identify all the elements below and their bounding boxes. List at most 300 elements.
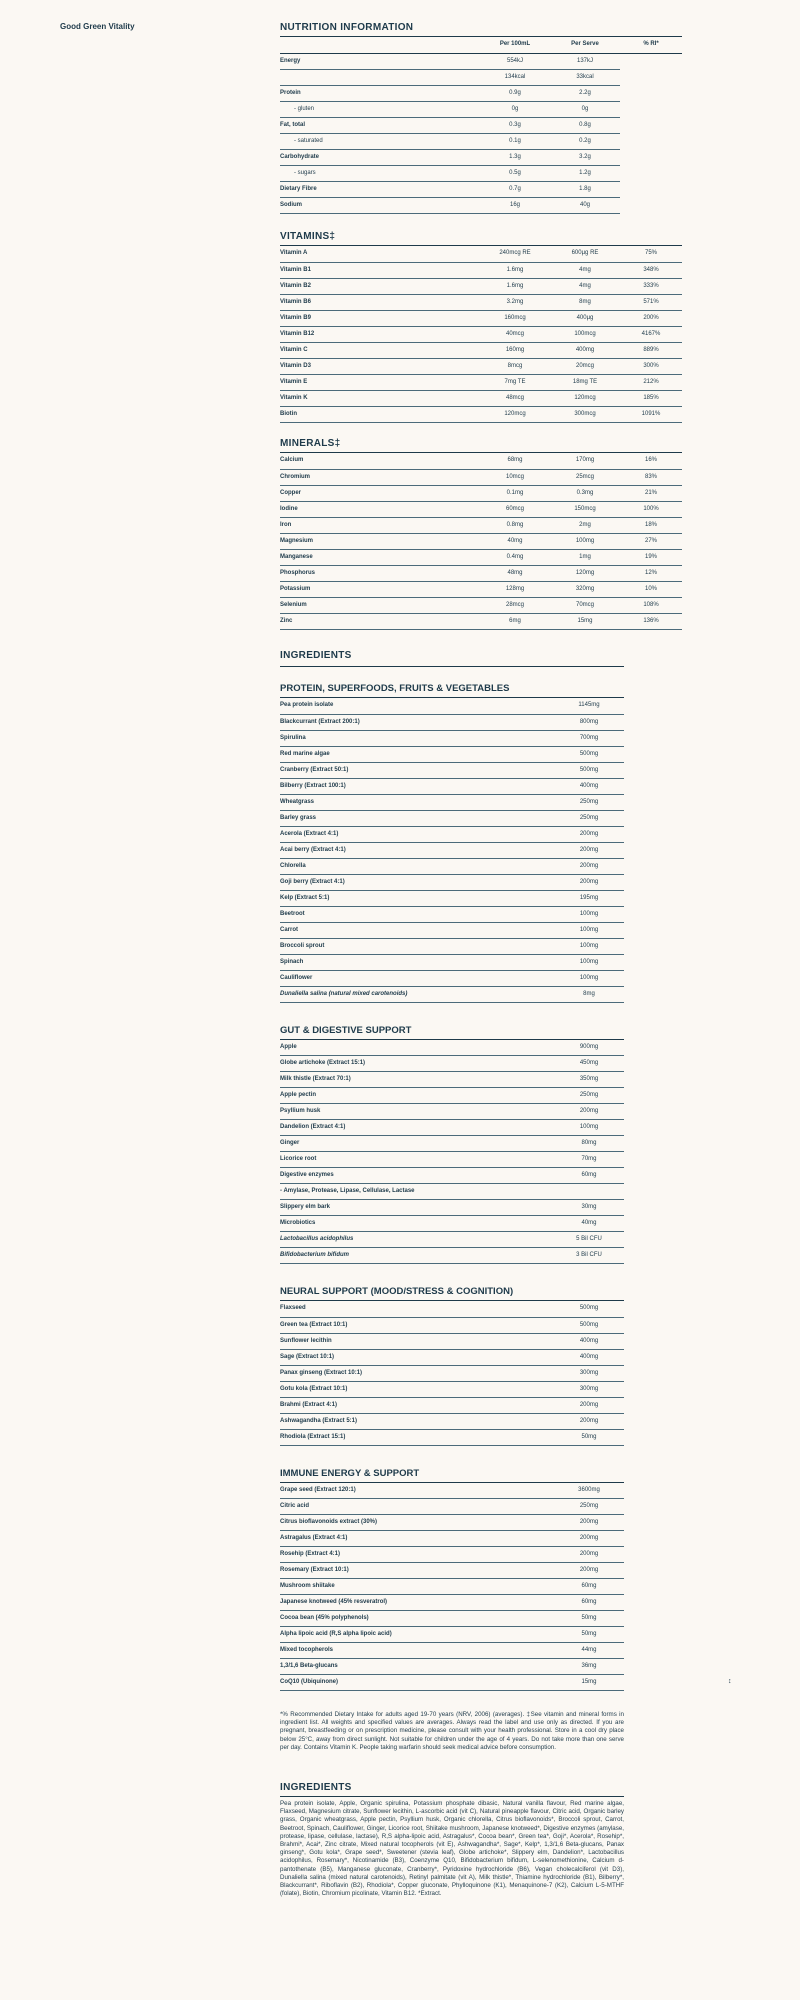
ingredient-amount: 500mg bbox=[554, 746, 624, 762]
ingredient-amount: 500mg bbox=[554, 1301, 624, 1317]
value-per-100ml: 1.3g bbox=[480, 149, 550, 165]
value-ri: 16% bbox=[620, 453, 682, 469]
value-per-100ml: 8mcg bbox=[480, 358, 550, 374]
ingredient-amount: 200mg bbox=[554, 1515, 624, 1531]
table-row bbox=[280, 101, 682, 117]
ingredient-name: Ashwagandha (Extract 5:1) bbox=[280, 1413, 554, 1429]
ingredient-amount: 300mg bbox=[554, 1365, 624, 1381]
value-per-serve: 0.8g bbox=[550, 117, 620, 133]
ingredient-name: Apple bbox=[280, 1040, 554, 1056]
list-item bbox=[280, 1397, 624, 1413]
value-per-serve: 0.2g bbox=[550, 133, 620, 149]
table-row bbox=[280, 485, 682, 501]
value-per-100ml: 0.5g bbox=[480, 165, 550, 181]
row-label: Vitamin B9 bbox=[280, 310, 480, 326]
value-per-serve: 15mg bbox=[550, 613, 620, 629]
list-item bbox=[280, 1499, 624, 1515]
row-label: Carbohydrate bbox=[280, 149, 480, 165]
list-item bbox=[280, 1643, 624, 1659]
ingredient-amount: 30mg bbox=[554, 1200, 624, 1216]
value-per-100ml: 7mg TE bbox=[480, 374, 550, 390]
value-per-100ml: 0.9g bbox=[480, 85, 550, 101]
value-ri: 27% bbox=[620, 533, 682, 549]
table-row bbox=[280, 117, 682, 133]
row-label: Phosphorus bbox=[280, 565, 480, 581]
ingredient-amount: 200mg bbox=[554, 874, 624, 890]
ingredient-amount: 250mg bbox=[554, 794, 624, 810]
ingredients-title: INGREDIENTS bbox=[280, 650, 352, 661]
value-per-serve: 0g bbox=[550, 101, 620, 117]
table-row bbox=[280, 310, 682, 326]
value-per-100ml: 0.1g bbox=[480, 133, 550, 149]
value-ri: 21% bbox=[620, 485, 682, 501]
value-per-100ml: 28mcg bbox=[480, 597, 550, 613]
list-item bbox=[280, 1136, 624, 1152]
ingredient-amount: 80mg bbox=[554, 1136, 624, 1152]
row-label: Vitamin A bbox=[280, 246, 480, 262]
value-ri: 100% bbox=[620, 501, 682, 517]
list-item bbox=[280, 1483, 624, 1499]
list-item bbox=[280, 1317, 624, 1333]
row-label: Iron bbox=[280, 517, 480, 533]
vitamins-title: VITAMINS‡ bbox=[280, 231, 336, 242]
vitamins-section bbox=[280, 231, 682, 423]
table-row bbox=[280, 246, 682, 262]
row-label: Vitamin B12 bbox=[280, 326, 480, 342]
ingredient-name: Citric acid bbox=[280, 1499, 554, 1515]
value-per-serve: 20mcg bbox=[550, 358, 620, 374]
value-per-serve: 70mcg bbox=[550, 597, 620, 613]
list-item bbox=[280, 1040, 624, 1056]
value-per-serve: 320mg bbox=[550, 581, 620, 597]
group-title: NEURAL SUPPORT (MOOD/STRESS & COGNITION) bbox=[280, 1286, 514, 1297]
ingredient-name: Spinach bbox=[280, 954, 554, 970]
list-item bbox=[280, 1333, 624, 1349]
value-per-100ml: 160mg bbox=[480, 342, 550, 358]
value-ri bbox=[620, 69, 682, 85]
value-ri: 12% bbox=[620, 565, 682, 581]
ingredient-amount: 250mg bbox=[554, 1499, 624, 1515]
ingredient-name: Cranberry (Extract 50:1) bbox=[280, 762, 554, 778]
list-item bbox=[280, 1056, 624, 1072]
value-per-serve: 4mg bbox=[550, 278, 620, 294]
ingredient-name: Acerola (Extract 4:1) bbox=[280, 826, 554, 842]
table-row bbox=[280, 294, 682, 310]
ingredient-amount: 400mg bbox=[554, 1349, 624, 1365]
ingredient-name: Mixed tocopherols bbox=[280, 1643, 554, 1659]
list-item bbox=[280, 1301, 624, 1317]
list-item bbox=[280, 922, 624, 938]
ingredient-amount: 700mg bbox=[554, 730, 624, 746]
list-item bbox=[280, 794, 624, 810]
list-item bbox=[280, 1120, 624, 1136]
value-per-100ml: 0.3g bbox=[480, 117, 550, 133]
value-per-serve: 8mg bbox=[550, 294, 620, 310]
ingredient-amount: 400mg bbox=[554, 778, 624, 794]
table-row bbox=[280, 69, 682, 85]
row-label: Vitamin C bbox=[280, 342, 480, 358]
ingredient-name: Psyllium husk bbox=[280, 1104, 554, 1120]
ingredient-name: Cauliflower bbox=[280, 970, 554, 986]
table-row bbox=[280, 533, 682, 549]
ingredient-amount: 200mg bbox=[554, 1531, 624, 1547]
value-ri: 212% bbox=[620, 374, 682, 390]
list-item bbox=[280, 970, 624, 986]
row-label: Copper bbox=[280, 485, 480, 501]
row-label: Zinc bbox=[280, 613, 480, 629]
ingredient-amount: 200mg bbox=[554, 1104, 624, 1120]
minerals-table bbox=[280, 453, 682, 630]
value-per-serve: 4mg bbox=[550, 262, 620, 278]
list-item bbox=[280, 1675, 624, 1691]
ingredient-name: Ginger bbox=[280, 1136, 554, 1152]
value-per-serve: 18mg TE bbox=[550, 374, 620, 390]
list-item bbox=[280, 1611, 624, 1627]
ingredient-amount: 15mg bbox=[554, 1675, 624, 1691]
ingredient-name: CoQ10 (Ubiquinone) bbox=[280, 1675, 554, 1691]
ingredient-amount: 1145mg bbox=[554, 698, 624, 714]
value-ri bbox=[620, 117, 682, 133]
ingredient-amount: 70mg bbox=[554, 1152, 624, 1168]
list-item bbox=[280, 1349, 624, 1365]
value-ri bbox=[620, 165, 682, 181]
ingredient-amount: 200mg bbox=[554, 826, 624, 842]
value-per-serve: 40g bbox=[550, 197, 620, 213]
list-item bbox=[280, 1413, 624, 1429]
value-per-serve: 120mcg bbox=[550, 390, 620, 406]
ingredient-amount: 300mg bbox=[554, 1381, 624, 1397]
list-item bbox=[280, 1563, 624, 1579]
table-row bbox=[280, 613, 682, 629]
value-per-100ml: 120mcg bbox=[480, 406, 550, 422]
ingredient-name: Dunaliella salina (natural mixed carotenoids) bbox=[280, 986, 554, 1002]
ingredient-amount: 5 Bil CFU bbox=[554, 1232, 624, 1248]
ingredient-name: Red marine algae bbox=[280, 746, 554, 762]
value-ri bbox=[620, 53, 682, 69]
list-item bbox=[280, 810, 624, 826]
ingredient-group-neural bbox=[280, 1286, 624, 1446]
ingredient-amount: 8mg bbox=[554, 986, 624, 1002]
value-per-100ml: 0.8mg bbox=[480, 517, 550, 533]
value-per-100ml: 10mcg bbox=[480, 469, 550, 485]
ingredient-name: Astragalus (Extract 4:1) bbox=[280, 1531, 554, 1547]
value-ri: 10% bbox=[620, 581, 682, 597]
value-ri: 108% bbox=[620, 597, 682, 613]
table-row bbox=[280, 549, 682, 565]
ingredient-name: Spirulina bbox=[280, 730, 554, 746]
value-per-serve: 120mg bbox=[550, 565, 620, 581]
ingredient-amount: 800mg bbox=[554, 714, 624, 730]
ingredient-amount: 44mg bbox=[554, 1643, 624, 1659]
value-ri: 300% bbox=[620, 358, 682, 374]
table-row bbox=[280, 326, 682, 342]
ingredient-amount: 250mg bbox=[554, 810, 624, 826]
value-per-100ml: 240mcg RE bbox=[480, 246, 550, 262]
ingredient-name: Green tea (Extract 10:1) bbox=[280, 1317, 554, 1333]
ingredient-amount: 60mg bbox=[554, 1595, 624, 1611]
table-row bbox=[280, 358, 682, 374]
list-item bbox=[280, 1168, 624, 1184]
value-per-100ml: 128mg bbox=[480, 581, 550, 597]
table-row bbox=[280, 133, 682, 149]
ingredient-name: 1,3/1,6 Beta-glucans bbox=[280, 1659, 554, 1675]
value-per-100ml: 48mg bbox=[480, 565, 550, 581]
list-item bbox=[280, 746, 624, 762]
ingredient-amount: 200mg bbox=[554, 1547, 624, 1563]
ingredient-name: Globe artichoke (Extract 15:1) bbox=[280, 1056, 554, 1072]
list-item bbox=[280, 1184, 624, 1200]
footnote: *% Recommended Dietary Intake for adults aged 19-70 years (NRV, 2006) (averages). ‡See vitamin and mineral forms in ingredient list. All weights and specified values are averages. Always read the label and use only as directed. If you are pregnant, breastfeeding or on prescription medicine, please consult with your health professional. Store in a cool dry place below 25°C, away from direct sunlight. Not suitable for children under the age of 4 years. Do not take more than one serve per day. Contains Vitamin K. People taking warfarin should seek medical advice before consumption. bbox=[280, 1711, 624, 1751]
nutrition-title: NUTRITION INFORMATION bbox=[280, 22, 414, 33]
ingredient-amount: 40mg bbox=[554, 1216, 624, 1232]
value-per-100ml: 1.6mg bbox=[480, 262, 550, 278]
value-per-100ml: 68mg bbox=[480, 453, 550, 469]
ingredient-name: Grape seed (Extract 120:1) bbox=[280, 1483, 554, 1499]
ingredient-name: Digestive enzymes bbox=[280, 1168, 554, 1184]
ingredient-amount: 500mg bbox=[554, 1317, 624, 1333]
group-title: PROTEIN, SUPERFOODS, FRUITS & VEGETABLES bbox=[280, 683, 510, 694]
list-item bbox=[280, 1579, 624, 1595]
table-row bbox=[280, 53, 682, 69]
ingredients-list-text: Pea protein isolate, Apple, Organic spirulina, Potassium phosphate dibasic, Natural vanilla flavour, Red marine algae, Flaxseed, Magnesium citrate, Sunflower lecithin, L-ascorbic acid (vit C), Natural pineapple flavour, Citric acid, Organic barley grass, Organic wheatgrass, Apple pectin, Psyllium husk, Organic chlorella, Citrus bioflavonoids*, Broccoli sprout, Carrot, Beetroot, Spinach, Cauliflower, Ginger, Licorice root, Shiitake mushroom, Japanese knotweed*, Digestive enzymes (amylase, protease, lipase, cellulase, lactase), R,S alpha-lipoic acid, Astragalus*, Cocoa bean*, Green tea*, Goji*, Acerola*, Rosehip*, Brahmi*, Acai*, Zinc citrate, Mixed natural tocopherols (vit E), Ashwagandha*, Sage*, Kelp*, 1,3/1,6 Beta-glucans, Panax ginseng*, Gotu kola*, Grape seed*, Sweetener (stevia leaf), Globe artichoke*, Slippery elm, Dandelion*, Lactobacillus acidophilus, Rosemary*, Nicotinamide (B3), Coenzyme Q10, Bifidobacterium bifidum, L-selenomethionine, Calcium d-pantothenate (B5), Manganese gluconate, Cranberry*, Pyridoxine hydrochloride (B6), Vegan cholecalciferol (vit D3), Dunaliella salina (mixed natural carotenoids), Retinyl palmitate (vit A), Milk thistle*, Thiamine hydrochloride (B1), Bilberry*, Blackcurrant*, Riboflavin (B2), Rhodiola*, Copper gluconate, Phylloquinone (K1), Menaquinone-7 (K2), Calcium L-5-MTHF (folate), Biotin, Chromium picolinate, Vitamin B12. *Extract. bbox=[280, 1800, 624, 1898]
ingredient-name: Alpha lipoic acid (R,S alpha lipoic acid) bbox=[280, 1627, 554, 1643]
ingredient-amount: 60mg bbox=[554, 1168, 624, 1184]
ingredients-list-title: INGREDIENTS bbox=[280, 1782, 352, 1794]
ingredient-name: Dandelion (Extract 4:1) bbox=[280, 1120, 554, 1136]
ingredient-name: Carrot bbox=[280, 922, 554, 938]
list-item bbox=[280, 1627, 624, 1643]
row-label: Energy bbox=[280, 53, 480, 69]
list-item bbox=[280, 1429, 624, 1445]
value-ri bbox=[620, 197, 682, 213]
value-per-serve: 400µg bbox=[550, 310, 620, 326]
value-ri bbox=[620, 133, 682, 149]
list-item bbox=[280, 1200, 624, 1216]
ingredient-name: Bifidobacterium bifidum bbox=[280, 1248, 554, 1264]
list-item bbox=[280, 730, 624, 746]
ingredient-amount: 3 Bil CFU bbox=[554, 1248, 624, 1264]
table-row bbox=[280, 469, 682, 485]
value-per-serve: 33kcal bbox=[550, 69, 620, 85]
row-label: Vitamin E bbox=[280, 374, 480, 390]
value-ri bbox=[620, 85, 682, 101]
row-label: - sugars bbox=[280, 165, 480, 181]
value-per-100ml: 6mg bbox=[480, 613, 550, 629]
ingredient-name: Citrus bioflavonoids extract (30%) bbox=[280, 1515, 554, 1531]
value-ri bbox=[620, 149, 682, 165]
ingredient-amount: 195mg bbox=[554, 890, 624, 906]
ingredient-amount: 200mg bbox=[554, 1563, 624, 1579]
list-item bbox=[280, 1659, 624, 1675]
ingredient-name: Beetroot bbox=[280, 906, 554, 922]
row-label: Iodine bbox=[280, 501, 480, 517]
ingredient-amount: 200mg bbox=[554, 858, 624, 874]
row-label: Magnesium bbox=[280, 533, 480, 549]
table-row bbox=[280, 149, 682, 165]
value-per-serve: 100mcg bbox=[550, 326, 620, 342]
column-header: Per Serve bbox=[550, 37, 620, 53]
value-per-100ml: 0g bbox=[480, 101, 550, 117]
value-per-serve: 170mg bbox=[550, 453, 620, 469]
ingredient-name: Panax ginseng (Extract 10:1) bbox=[280, 1365, 554, 1381]
list-item bbox=[280, 762, 624, 778]
scroll-indicator-icon[interactable]: ↕ bbox=[728, 1678, 732, 1685]
ingredient-name: Rosemary (Extract 10:1) bbox=[280, 1563, 554, 1579]
table-row bbox=[280, 406, 682, 422]
list-item bbox=[280, 1232, 624, 1248]
column-header: Per 100mL bbox=[480, 37, 550, 53]
ingredient-name: - Amylase, Protease, Lipase, Cellulase, Lactase bbox=[280, 1184, 554, 1200]
value-ri: 136% bbox=[620, 613, 682, 629]
vitamins-table bbox=[280, 246, 682, 423]
ingredient-amount: 200mg bbox=[554, 1397, 624, 1413]
table-row bbox=[280, 517, 682, 533]
value-per-100ml: 40mg bbox=[480, 533, 550, 549]
value-ri bbox=[620, 101, 682, 117]
ingredient-amount: 450mg bbox=[554, 1056, 624, 1072]
ingredient-name: Mushroom shiitake bbox=[280, 1579, 554, 1595]
row-label: Potassium bbox=[280, 581, 480, 597]
value-per-serve: 1.2g bbox=[550, 165, 620, 181]
row-label bbox=[280, 69, 480, 85]
list-item bbox=[280, 1248, 624, 1264]
value-ri: 1091% bbox=[620, 406, 682, 422]
ingredient-amount: 60mg bbox=[554, 1579, 624, 1595]
row-label: Fat, total bbox=[280, 117, 480, 133]
table-row bbox=[280, 181, 682, 197]
list-item bbox=[280, 714, 624, 730]
value-ri: 185% bbox=[620, 390, 682, 406]
row-label: - saturated bbox=[280, 133, 480, 149]
ingredient-amount: 100mg bbox=[554, 922, 624, 938]
ingredient-group-gut bbox=[280, 1025, 624, 1265]
list-item bbox=[280, 826, 624, 842]
ingredient-amount: 36mg bbox=[554, 1659, 624, 1675]
ingredient-name: Licorice root bbox=[280, 1152, 554, 1168]
table-row bbox=[280, 342, 682, 358]
ingredient-amount: 50mg bbox=[554, 1627, 624, 1643]
ingredient-amount: 100mg bbox=[554, 970, 624, 986]
ingredient-name: Gotu kola (Extract 10:1) bbox=[280, 1381, 554, 1397]
list-item bbox=[280, 986, 624, 1002]
ingredient-name: Broccoli sprout bbox=[280, 938, 554, 954]
table-row bbox=[280, 390, 682, 406]
value-per-serve: 1.8g bbox=[550, 181, 620, 197]
table-row bbox=[280, 581, 682, 597]
list-item bbox=[280, 890, 624, 906]
list-item bbox=[280, 1595, 624, 1611]
ingredient-name: Brahmi (Extract 4:1) bbox=[280, 1397, 554, 1413]
value-per-100ml: 48mcg bbox=[480, 390, 550, 406]
value-ri: 333% bbox=[620, 278, 682, 294]
minerals-title: MINERALS‡ bbox=[280, 438, 341, 449]
value-ri: 889% bbox=[620, 342, 682, 358]
ingredient-amount: 250mg bbox=[554, 1088, 624, 1104]
row-label: Calcium bbox=[280, 453, 480, 469]
row-label: Protein bbox=[280, 85, 480, 101]
ingredient-name: Flaxseed bbox=[280, 1301, 554, 1317]
row-label: Sodium bbox=[280, 197, 480, 213]
list-item bbox=[280, 1531, 624, 1547]
table-row bbox=[280, 278, 682, 294]
ingredient-amount: 400mg bbox=[554, 1333, 624, 1349]
row-label: Biotin bbox=[280, 406, 480, 422]
value-per-100ml: 554kJ bbox=[480, 53, 550, 69]
ingredient-name: Sage (Extract 10:1) bbox=[280, 1349, 554, 1365]
list-item bbox=[280, 1152, 624, 1168]
value-per-100ml: 3.2mg bbox=[480, 294, 550, 310]
ingredient-amount: 3600mg bbox=[554, 1483, 624, 1499]
list-item bbox=[280, 874, 624, 890]
value-per-serve: 25mcg bbox=[550, 469, 620, 485]
ingredient-name: Wheatgrass bbox=[280, 794, 554, 810]
list-item bbox=[280, 954, 624, 970]
row-label: Selenium bbox=[280, 597, 480, 613]
value-per-serve: 0.3mg bbox=[550, 485, 620, 501]
list-item bbox=[280, 1381, 624, 1397]
group-title: GUT & DIGESTIVE SUPPORT bbox=[280, 1024, 412, 1036]
ingredient-group-immune bbox=[280, 1468, 624, 1692]
ingredient-amount: 350mg bbox=[554, 1072, 624, 1088]
row-label: - gluten bbox=[280, 101, 480, 117]
value-ri: 83% bbox=[620, 469, 682, 485]
table-row bbox=[280, 197, 682, 213]
ingredient-amount: 100mg bbox=[554, 954, 624, 970]
ingredient-amount: 50mg bbox=[554, 1611, 624, 1627]
value-per-serve: 137kJ bbox=[550, 53, 620, 69]
row-label: Vitamin K bbox=[280, 390, 480, 406]
ingredient-amount: 200mg bbox=[554, 842, 624, 858]
list-item bbox=[280, 1072, 624, 1088]
row-label: Vitamin B6 bbox=[280, 294, 480, 310]
table-row bbox=[280, 85, 682, 101]
value-ri: 348% bbox=[620, 262, 682, 278]
ingredient-name: Goji berry (Extract 4:1) bbox=[280, 874, 554, 890]
table-row bbox=[280, 501, 682, 517]
list-item bbox=[280, 1547, 624, 1563]
ingredient-name: Cocoa bean (45% polyphenols) bbox=[280, 1611, 554, 1627]
ingredient-name: Blackcurrant (Extract 200:1) bbox=[280, 714, 554, 730]
list-item bbox=[280, 778, 624, 794]
ingredient-name: Bilberry (Extract 100:1) bbox=[280, 778, 554, 794]
ingredients-section bbox=[280, 650, 624, 1898]
list-item bbox=[280, 1365, 624, 1381]
list-item bbox=[280, 1515, 624, 1531]
value-per-serve: 2mg bbox=[550, 517, 620, 533]
ingredient-name: Sunflower lecithin bbox=[280, 1333, 554, 1349]
ingredient-name: Japanese knotweed (45% resveratrol) bbox=[280, 1595, 554, 1611]
value-per-100ml: 60mcg bbox=[480, 501, 550, 517]
table-row bbox=[280, 165, 682, 181]
ingredient-amount: 50mg bbox=[554, 1429, 624, 1445]
minerals-section bbox=[280, 438, 682, 630]
value-ri: 200% bbox=[620, 310, 682, 326]
value-per-100ml: 0.1mg bbox=[480, 485, 550, 501]
value-per-serve: 150mcg bbox=[550, 501, 620, 517]
ingredient-name: Chlorella bbox=[280, 858, 554, 874]
ingredient-amount: 900mg bbox=[554, 1040, 624, 1056]
row-label: Vitamin D3 bbox=[280, 358, 480, 374]
table-row bbox=[280, 565, 682, 581]
ingredient-name: Pea protein isolate bbox=[280, 698, 554, 714]
value-per-serve: 2.2g bbox=[550, 85, 620, 101]
ingredient-amount: 100mg bbox=[554, 1120, 624, 1136]
table-row bbox=[280, 597, 682, 613]
column-header: % RI* bbox=[620, 37, 682, 53]
nutrition-table bbox=[280, 37, 682, 214]
ingredient-name: Milk thistle (Extract 70:1) bbox=[280, 1072, 554, 1088]
value-ri: 18% bbox=[620, 517, 682, 533]
